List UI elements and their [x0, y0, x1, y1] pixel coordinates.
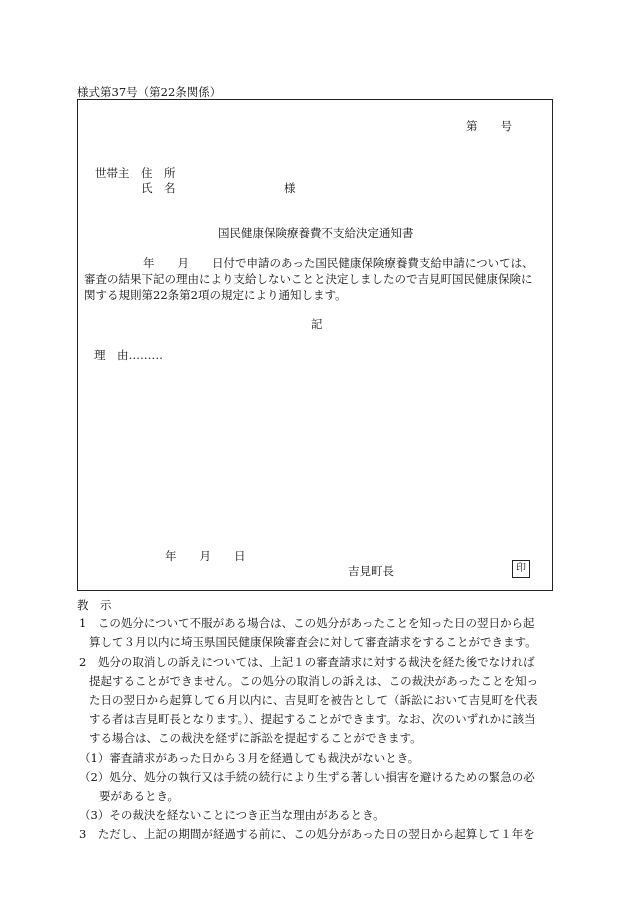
- instruction-line: た日の翌日から起算して６月以内に、吉見町を被告として（訴訟において吉見町を代表: [89, 693, 538, 707]
- instruction-line: （1）審査請求があった日から３月を経過しても裁決がないとき。: [79, 751, 420, 765]
- instruction-line: する者は吉見町長となります。）、提起することができます。なお、次のいずれかに該当: [89, 712, 536, 726]
- recipient-address-label: 世帯主 住 所: [95, 166, 176, 180]
- form-number-header: 様式第37号（第22条関係）: [77, 85, 222, 99]
- notice-body-line-2: 審査の結果下記の理由により支給しないことと決定しましたので吉見町国民健康保険に: [84, 272, 533, 286]
- instruction-line: 1 この処分について不服がある場合は、この処分があったことを知った日の翌日から起: [79, 616, 535, 630]
- instruction-line: する場合は、この裁決を経ずに訴訟を提起することができます。: [89, 731, 422, 745]
- reason-blank-area: [90, 372, 530, 532]
- document-number-label: 第 号: [466, 119, 512, 133]
- instruction-line: 提起することができません。この処分の取消しの訴えは、この裁決があったことを知っ: [89, 674, 539, 688]
- official-seal-mark: 印: [512, 560, 530, 578]
- instruction-line: 2 処分の取消しの訴えについては、上記１の審査請求に対する裁決を経た後でなければ: [79, 655, 535, 669]
- instruction-line: 算して３月以内に埼玉県国民健康保険審査会に対して審査請求をすることができます。: [89, 635, 537, 649]
- instruction-line: （3）その裁決を経ないことにつき正当な理由があるとき。: [79, 808, 385, 822]
- instruction-line: 3 ただし、上記の期間が経過する前に、この処分があった日の翌日から起算して１年を: [79, 827, 535, 841]
- honorific-sama: 様: [284, 181, 296, 195]
- notice-body-line-3: 関する規則第22条第2項の規定により通知します。: [84, 288, 347, 302]
- ki-heading: 記: [311, 317, 323, 331]
- instructions-heading: 教 示: [77, 598, 112, 612]
- issue-date-line: 年 月 日: [165, 549, 246, 563]
- recipient-name-label: 氏 名: [141, 181, 176, 195]
- notice-body-line-1: 年 月 日付で申請のあった国民健康保険療養費支給申請については、: [143, 256, 534, 270]
- issuer-mayor: 吉見町長: [348, 564, 394, 578]
- instruction-line: 要があるとき。: [99, 789, 180, 803]
- reason-label: 理 由………: [94, 348, 163, 362]
- instruction-line: （2）処分、処分の執行又は手続の続行により生ずる著しい損害を避けるための緊急の必: [79, 770, 535, 784]
- notice-title: 国民健康保険療養費不支給決定通知書: [218, 226, 414, 240]
